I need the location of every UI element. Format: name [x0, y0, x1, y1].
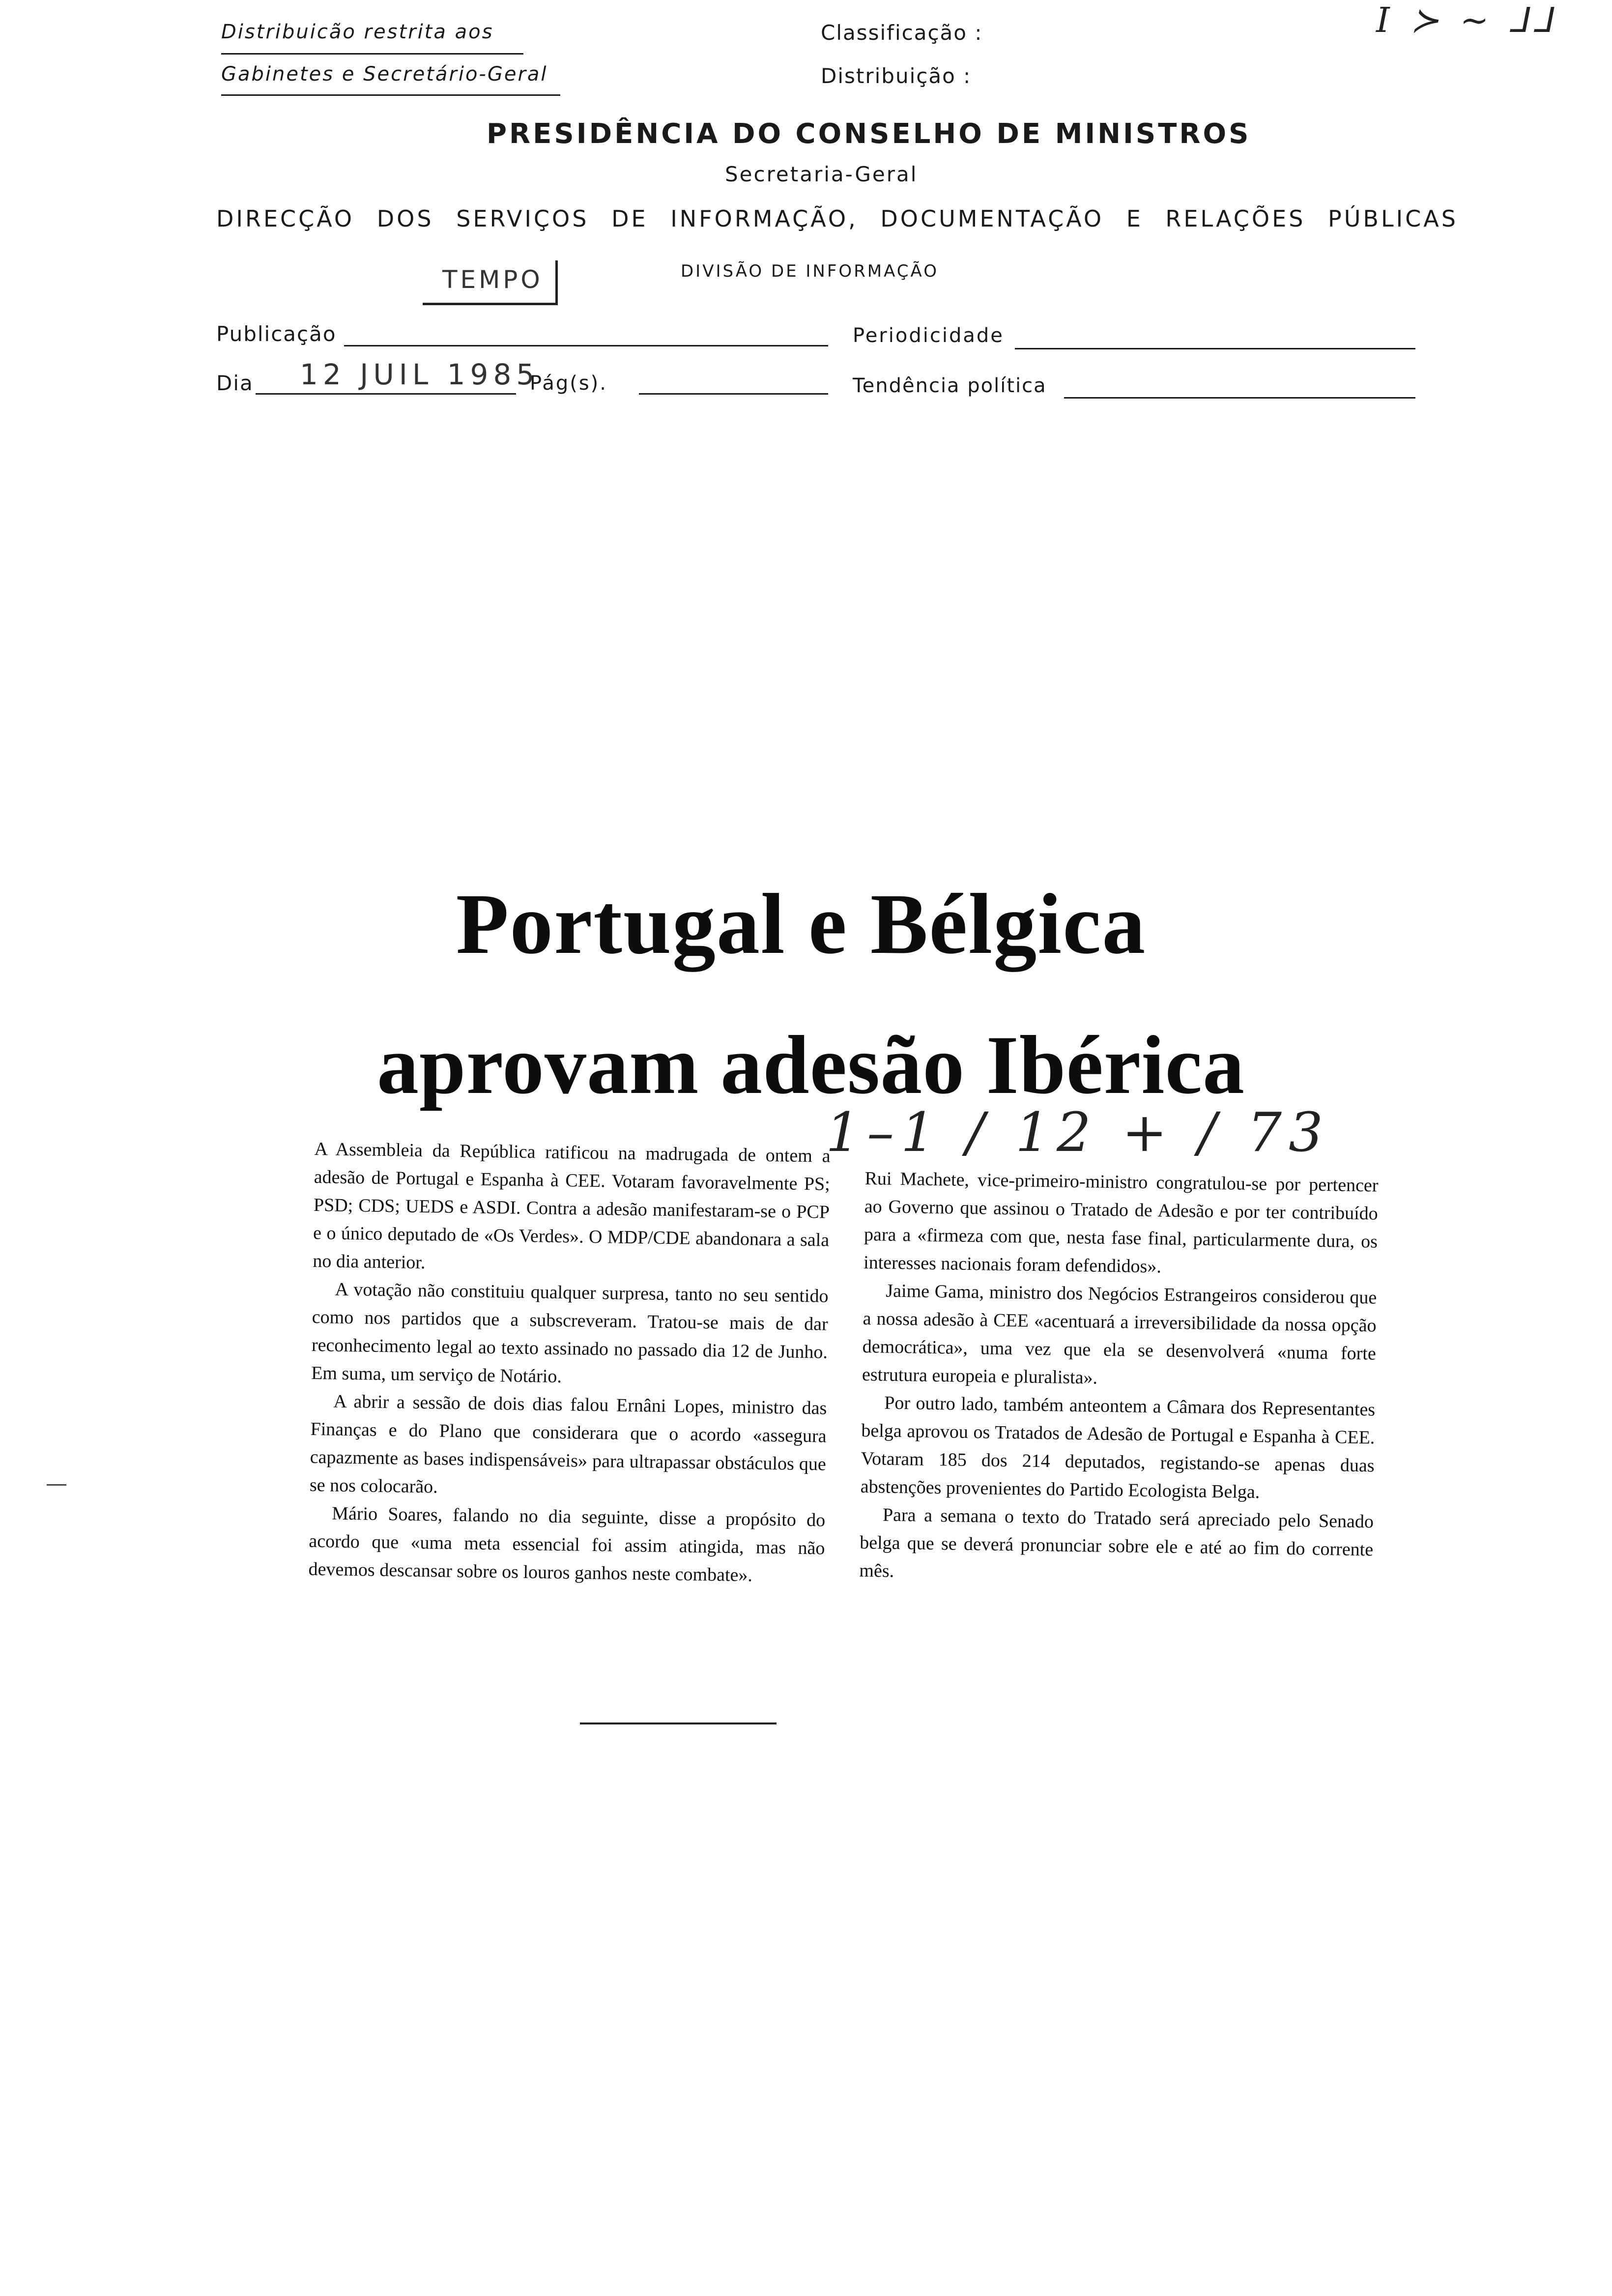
scan-margin-mark: [47, 1484, 66, 1486]
article-paragraph: Mário Soares, falando no dia seguinte, disse a propósito do acordo que «uma meta essencial foi assim atingida, mas não devemos descansar sobre os louros ganhos neste combate».: [308, 1503, 826, 1586]
handwritten-annotation: 1–1 / 12 + / 73: [826, 1101, 1330, 1164]
political-tendency-label: Tendência política: [853, 374, 1047, 397]
presidency-title: PRESIDÊNCIA DO CONSELHO DE MINISTROS: [487, 118, 1251, 150]
article-right-column: [859, 1165, 1379, 1592]
publication-field-line: [344, 345, 828, 346]
publication-label: Publicação: [216, 322, 337, 346]
clipping-end-rule: [580, 1722, 777, 1724]
pages-field-line: [639, 393, 828, 395]
political-tendency-field-line: [1064, 397, 1415, 399]
secretariat-title: Secretaria-Geral: [725, 162, 918, 186]
article-paragraph: Rui Machete, vice-primeiro-ministro congratulou-se por pertencer ao Governo que assinou o Tratado de Adesão e por ter contribuído para a «firmeza com que, nesta fase final, particularmente dura, os interesses nacionais foram defendidos».: [863, 1168, 1379, 1277]
division-title: DIVISÃO DE INFORMAÇÃO: [681, 261, 939, 281]
pages-label: Pág(s).: [530, 372, 607, 395]
article-paragraph: A abrir a sessão de dois dias falou Ernâni Lopes, ministro das Finanças e do Plano que considerara que o acordo «assegura capazmente as bases indispensáveis» para ultrapassar obstáculos que se nos colocarão.: [309, 1391, 827, 1497]
article-paragraph: A Assembleia da República ratificou na madrugada de ontem a adesão de Portugal e Espanha à CEE. Votaram favoravelmente PS; PSD; CDS; UEDS e ASDI. Contra a adesão manifestaram-se o PCP e o único deputado de «Os Verdes». O MDP/CDE abandonara a sala no dia anterior.: [313, 1138, 831, 1273]
directorate-title: DIRECÇÃO DOS SERVIÇOS DE INFORMAÇÃO, DOCUMENTAÇÃO E RELAÇÕES PÚBLICAS: [216, 205, 1458, 232]
article-paragraph: A votação não constituiu qualquer surpresa, tanto no seu sentido como nos partidos que a subscreveram. Tratou-se mais de dar reconhecimento legal ao texto assinado no passado dia 12 de Junho. Em suma, um serviço de Notário.: [311, 1279, 829, 1387]
source-stamp: [423, 260, 558, 305]
periodicity-label: Periodicidade: [853, 324, 1004, 347]
distribution-line1-rule: [221, 53, 523, 55]
headline-line2: aprovam adesão Ibérica: [377, 1019, 1245, 1111]
article-paragraph: Para a semana o texto do Tratado será apreciado pelo Senado belga que se deverá pronunciar sobre ele e até ao fim do corrente mês.: [859, 1504, 1374, 1581]
classification-label: Classificação :: [821, 21, 983, 45]
day-field-line: [256, 393, 516, 395]
distribution-line2-rule: [221, 94, 560, 96]
distribution-restricted-line1: Distribuicão restrita aos: [221, 21, 494, 43]
periodicity-field-line: [1015, 348, 1415, 349]
headline-line1: Portugal e Bélgica: [456, 876, 1147, 972]
distribution-label: Distribuição :: [821, 64, 972, 88]
article-paragraph: Por outro lado, também anteontem a Câmara dos Representantes belga aprovou os Tratados de Adesão de Portugal e Espanha à CEE. Votaram 185 dos 214 deputados, registando-se apenas duas abstenções provenientes do Partido Ecologista Belga.: [860, 1392, 1376, 1503]
day-stamp-value: 12 JUIL 1985: [300, 358, 540, 391]
source-stamp-text: TEMPO: [442, 265, 543, 294]
corner-handwritten-marks: I ≻ ~ ⅃⅃: [1376, 0, 1558, 40]
day-label: Dia: [216, 371, 254, 395]
article-left-column: [308, 1135, 831, 1591]
distribution-restricted-line2: Gabinetes e Secretário-Geral: [221, 63, 548, 86]
article-paragraph: Jaime Gama, ministro dos Negócios Estrangeiros considerou que a nossa adesão à CEE «acentuará a irreversibilidade da nossa opção democrática», uma vez que ela se desenvolverá «numa forte estrutura europeia e pluralista».: [862, 1280, 1377, 1388]
